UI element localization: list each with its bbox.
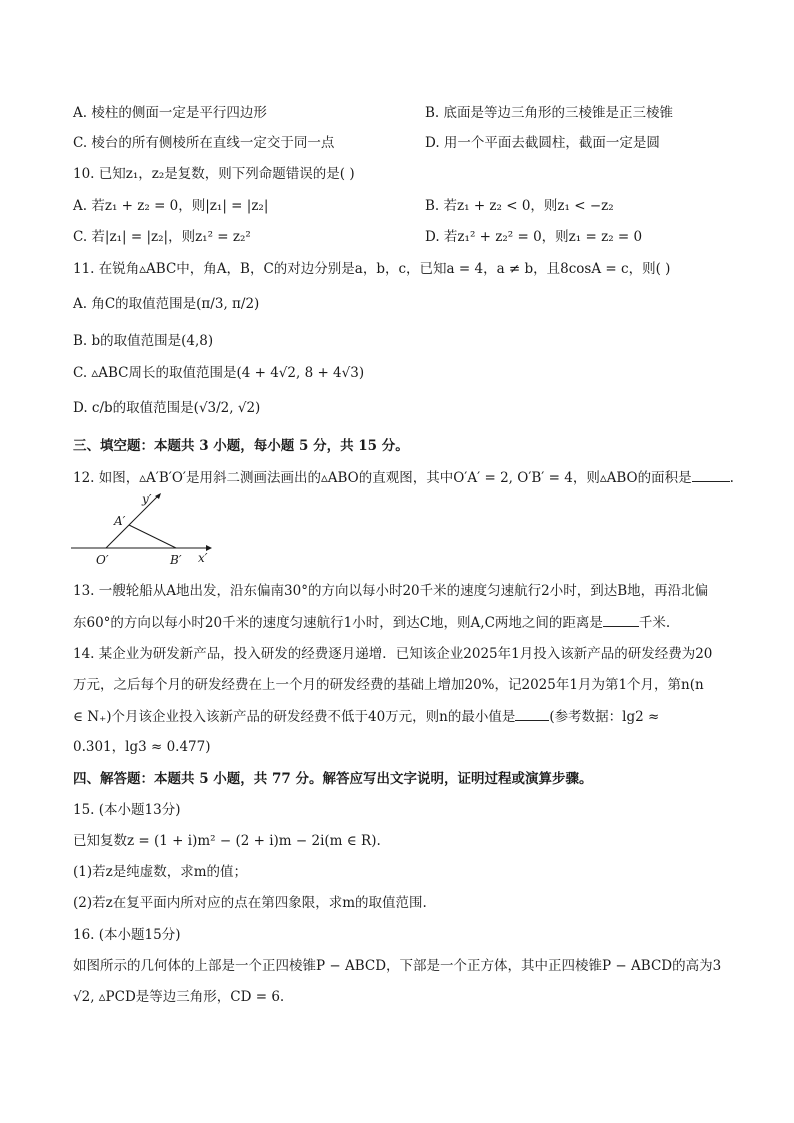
q16-title: 16. (本小题15分) <box>73 927 181 943</box>
q12-answer-blank <box>692 467 730 482</box>
q14-line-4: 0.301，lg3 ≈ 0.477) <box>73 739 211 755</box>
q15-part-1: (1)若z是纯虚数，求m的值； <box>73 864 248 880</box>
q15-part-2: (2)若z在复平面内所对应的点在第四象限，求m的取值范围. <box>73 895 427 911</box>
q10-option-b: B. 若z₁ + z₂ < 0，则z₁ < −z₂ <box>425 198 614 214</box>
q12-end: . <box>729 470 734 486</box>
q13-unit: 千米. <box>638 615 671 631</box>
q9-row-1 <box>73 103 754 123</box>
q14-line-3 <box>73 706 754 727</box>
q13-line-1: 13. 一艘轮船从A地出发，沿东偏南30°的方向以每小时20千米的速度匀速航行2小时，到达B地，再沿北偏 <box>73 583 709 599</box>
q14-line-1: 14. 某企业为研发新产品，投入研发的经费逐月递增．已知该企业2025年1月投入该新产品的研发经费为20 <box>73 646 713 662</box>
oblique-axis-figure <box>66 490 216 570</box>
q16-line-2: √2, ▵PCD是等边三角形，CD = 6. <box>73 989 285 1005</box>
q13-line-2 <box>73 612 754 633</box>
label-b-prime: B′ <box>170 553 182 567</box>
q12-stem <box>73 467 754 488</box>
q15-title: 15. (本小题13分) <box>73 802 181 818</box>
q14-answer-blank <box>515 706 549 721</box>
q14-text: ∈ N₊)个月该企业投入该新产品的研发经费不低于40万元，则n的最小值是 <box>73 709 516 725</box>
q9-option-a: A. 棱柱的侧面一定是平行四边形 <box>73 105 267 121</box>
q10-row-2 <box>73 227 754 247</box>
q10-option-a: A. 若z₁ + z₂ = 0，则|z₁| = |z₂| <box>73 198 269 214</box>
q11-option-b: B. b的取值范围是(4,8) <box>73 333 214 349</box>
q9-option-c: C. 棱台的所有侧棱所在直线一定交于同一点 <box>73 135 335 151</box>
q12-text: 12. 如图，▵A′B′O′是用斜二测画法画出的▵ABO的直观图，其中O′A′ = 2, O′B′ = 4，则▵ABO的面积是 <box>73 470 692 486</box>
q11-option-a: A. 角C的取值范围是(π/3, π/2) <box>73 296 260 312</box>
label-x-prime: x′ <box>198 551 208 565</box>
q13-text: 东60°的方向以每小时20千米的速度匀速航行1小时，到达C地，则A,C两地之间的距离是 <box>73 615 603 631</box>
label-a-prime: A′ <box>114 514 126 528</box>
section-4-heading: 四、解答题：本题共 5 小题，共 77 分。解答应写出文字说明，证明过程或演算步骤。 <box>73 771 593 787</box>
q11-stem: 11. 在锐角▵ABC中，角A，B，C的对边分别是a，b，c，已知a = 4，a ≠ b，且8cosA = c，则( ) <box>73 261 671 277</box>
q10-stem: 10. 已知z₁，z₂是复数，则下列命题错误的是( ) <box>73 166 355 182</box>
q14-ref: (参考数据：lg2 ≈ <box>549 709 660 725</box>
q9-row-2 <box>73 133 754 153</box>
label-y-prime: y′ <box>142 492 152 506</box>
section-3-heading: 三、填空题：本题共 3 小题，每小题 5 分，共 15 分。 <box>73 438 409 454</box>
q10-row-1 <box>73 196 754 216</box>
q10-option-c: C. 若|z₁| = |z₂|，则z₁² = z₂² <box>73 229 251 245</box>
q15-stem: 已知复数z = (1 + i)m² − (2 + i)m − 2i(m ∈ R). <box>73 833 381 849</box>
q9-option-d: D. 用一个平面去截圆柱，截面一定是圆 <box>425 135 660 151</box>
q16-line-1: 如图所示的几何体的上部是一个正四棱锥P − ABCD，下部是一个正方体，其中正四棱锥P − ABCD的高为3 <box>73 958 722 974</box>
q11-option-d: D. c/b的取值范围是(√3/2, √2) <box>73 400 261 416</box>
q14-line-2: 万元，之后每个月的研发经费在上一个月的研发经费的基础上增加20%，记2025年1月为第1个月，第n(n <box>73 677 704 693</box>
label-o-prime: O′ <box>96 553 109 567</box>
q9-option-b: B. 底面是等边三角形的三棱锥是正三棱锥 <box>425 105 674 121</box>
q11-option-c: C. ▵ABC周长的取值范围是(4 + 4√2, 8 + 4√3) <box>73 365 365 381</box>
q10-option-d: D. 若z₁² + z₂² = 0，则z₁ = z₂ = 0 <box>425 229 643 245</box>
q13-answer-blank <box>603 612 639 627</box>
